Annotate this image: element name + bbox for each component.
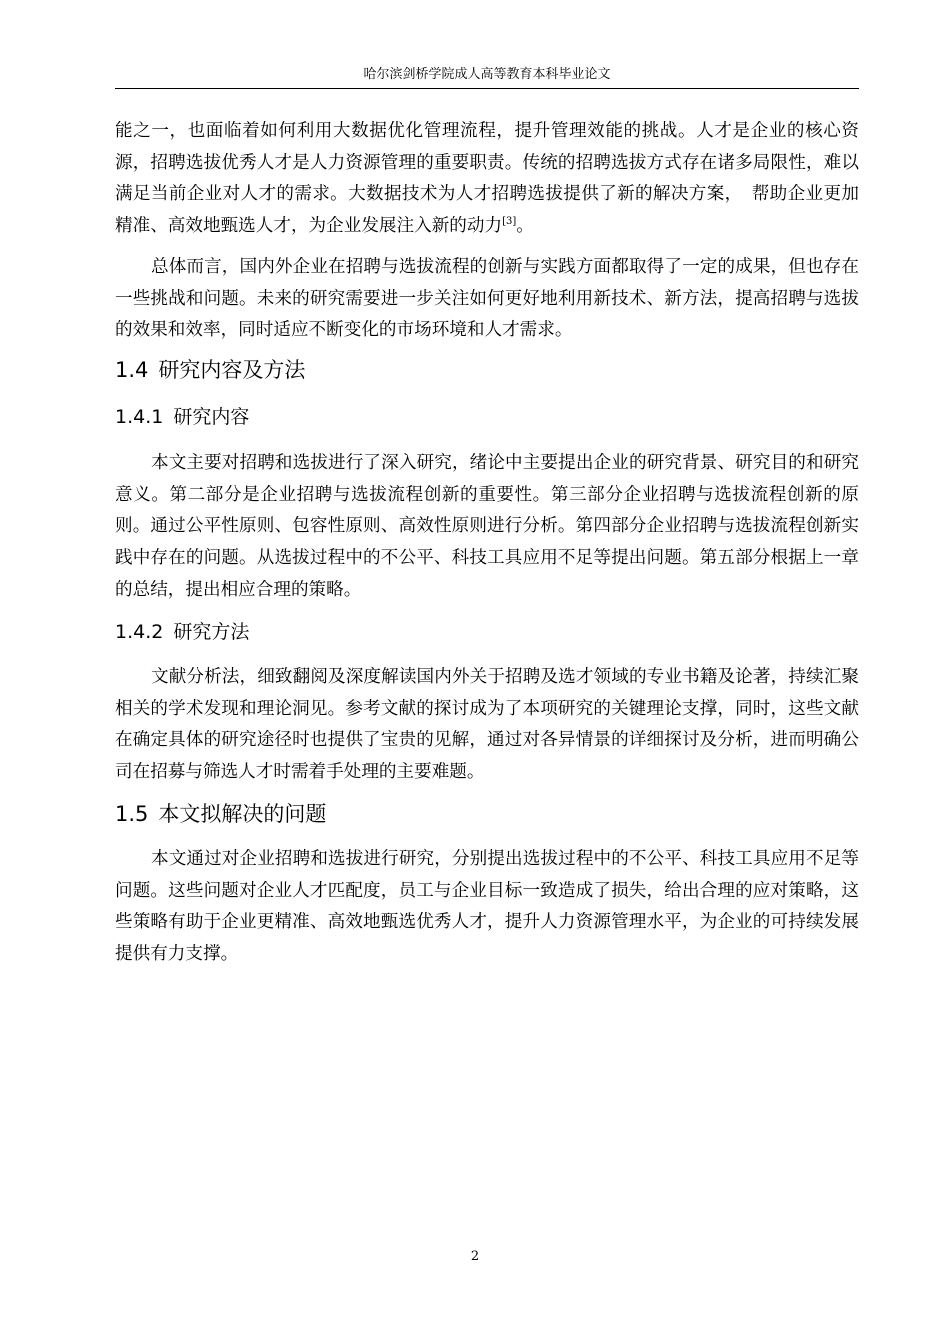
page-number: 2	[470, 1249, 480, 1264]
section-heading-1-4-2	[115, 619, 249, 645]
section-number: 1.4.1	[115, 406, 164, 428]
page-header: 哈尔滨剑桥学院成人高等教育本科毕业论文	[363, 67, 611, 82]
section-number: 1.5	[115, 802, 149, 826]
paragraph-summary: 总体而言，国内外企业在招聘与选拔流程的创新与实践方面都取得了一定的成果，但也存在一些挑战和问题。未来的研究需要进一步关注如何更好地利用新技术、新方法，提高招聘与选拔的效果和效率，同时适应不断变化的市场环境和人才需求。	[115, 257, 859, 341]
section-heading-1-5	[115, 800, 326, 828]
section-heading-1-4-1	[115, 404, 249, 430]
paragraph-research-content: 本文主要对招聘和选拔进行了深入研究，绪论中主要提出企业的研究背景、研究目的和研究意义。第二部分是企业招聘与选拔流程创新的重要性。第三部分企业招聘与选拔流程创新的原则。通过公平性原则、包容性原则、高效性原则进行分析。第四部分企业招聘与选拔流程创新实践中存在的问题。从选拔过程中的不公平、科技工具应用不足等提出问题。第五部分根据上一章的总结，提出相应合理的策略。	[115, 453, 859, 600]
section-title: 本文拟解决的问题	[158, 802, 327, 826]
section-heading-1-4	[115, 356, 305, 384]
section-title: 研究方法	[173, 621, 250, 643]
header-divider	[115, 88, 859, 89]
paragraph-end: 。	[516, 216, 534, 237]
citation-marker: [3]	[502, 216, 517, 228]
paragraph-continuation	[115, 116, 859, 243]
section-title: 研究内容及方法	[158, 358, 306, 382]
paragraph-research-method: 文献分析法，细致翻阅及深度解读国内外关于招聘及选才领域的专业书籍及论著，持续汇聚相关的学术发现和理论洞见。参考文献的探讨成为了本项研究的关键理论支撑，同时，这些文献在确定具体的研究途径时也提供了宝贵的见解，通过对各异情景的详细探讨及分析，进而明确公司在招募与筛选人才时需着手处理的主要难题。	[115, 667, 859, 783]
section-title: 研究内容	[173, 406, 250, 428]
paragraph-text: 能之一，也面临着如何利用大数据优化管理流程，提升管理效能的挑战。人才是企业的核心资源，招聘选拔优秀人才是人力资源管理的重要职责。传统的招聘选拔方式存在诸多局限性，难以满足当前企业对人才的需求。大数据技术为人才招聘选拔提供了新的解决方案， 帮助企业更加精准、高效地甄选人才，为企业发展注入新的动力	[115, 121, 859, 237]
section-number: 1.4.2	[115, 621, 164, 643]
paragraph-problems: 本文通过对企业招聘和选拔进行研究，分别提出选拔过程中的不公平、科技工具应用不足等问题。这些问题对企业人才匹配度，员工与企业目标一致造成了损失，给出合理的应对策略，这些策略有助于企业更精准、高效地甄选优秀人才，提升人力资源管理水平，为企业的可持续发展提供有力支撑。	[115, 849, 859, 965]
section-number: 1.4	[115, 358, 149, 382]
